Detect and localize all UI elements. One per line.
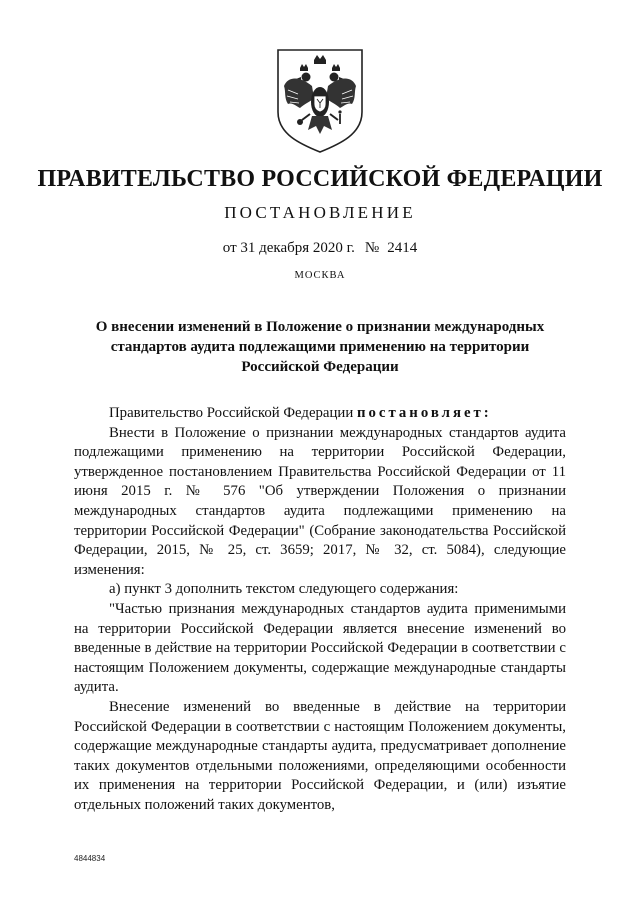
body-paragraph: а) пункт 3 дополнить текстом следующего содержания: [109,581,459,598]
city-label: МОСКВА [294,270,346,281]
coat-of-arms-emblem [270,46,370,154]
body-paragraph: Внести в Положение о признании международных стандартов аудита подлежащими применению на территории Российской Федерации, утвержденное постановлением Правительства Российской Федерации от 11 июня 2015 г. № 576 "Об утверждении Положения о признании международных стандартов аудита подлежащими применению на территории Российской Федерации" (Собрание законодательства Российской Федерации, 2015, № 25, ст. 3659; 2017, № 32, ст. 5084), следующие изменения: [74,424,566,578]
resolution-keyword: постановляет: [356,405,492,421]
government-title: ПРАВИТЕЛЬСТВО РОССИЙСКОЙ ФЕДЕРАЦИИ [37,166,603,192]
double-headed-eagle-icon [270,46,370,154]
document-type: ПОСТАНОВЛЕНИЕ [224,203,416,222]
document-body [74,404,566,815]
document-heading: О внесении изменений в Положение о признании международных стандартов аудита подлежащими применению на территории Российской Федерации [95,319,545,375]
intro-paragraph [74,404,566,424]
intro-text: Правительство Российской Федерации [109,405,354,421]
document-number: 2414 [387,240,418,256]
body-paragraph: "Частью признания международных стандартов аудита применимыми на территории Российской Федерации является внесение изменений во введенные в действие на территории Российской Федерации в соответствии с настоящим Положением документы, содержащие международные стандарты аудита. [74,600,566,696]
body-paragraph: Внесение изменений во введенные в действие на территории Российской Федерации в соответствии с настоящим Положением документы, содержащие международные стандарты аудита, предусматривает дополнение таких документов отдельными положениями, определяющими особенности их применения на территории Российской Федерации, и (или) изъятие отдельных положений таких документов, [74,698,566,813]
document-date: от 31 декабря 2020 г. [222,240,355,256]
document-code: 4844834 [74,854,106,863]
document-number-label: № [364,240,380,256]
document-date-line [0,240,640,257]
